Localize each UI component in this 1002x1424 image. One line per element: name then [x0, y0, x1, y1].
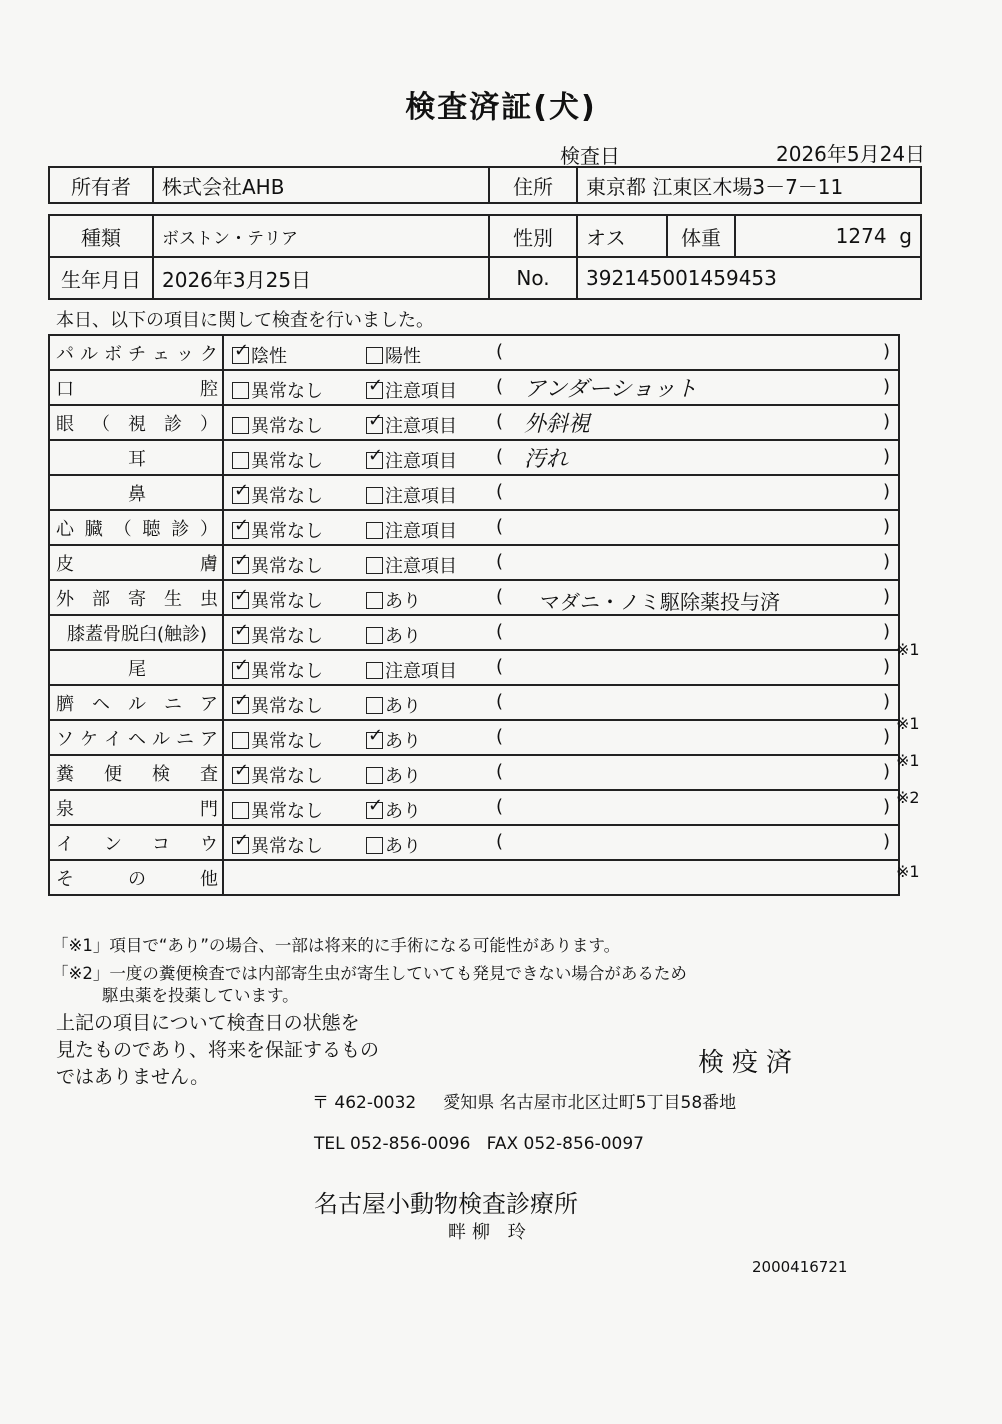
paren-close: )	[882, 796, 890, 817]
checkbox[interactable]	[366, 697, 383, 714]
item-name-cell	[49, 650, 223, 685]
exam-date-label: 検査日	[560, 144, 620, 168]
checkbox[interactable]	[366, 767, 383, 784]
option-1-label: 異常なし	[251, 766, 323, 787]
item-name: 尾	[128, 658, 146, 680]
paren-close: )	[882, 586, 890, 607]
paren-open: (	[496, 376, 504, 397]
quarantine-stamp: 検疫済	[698, 1048, 801, 1078]
item-name-cell	[49, 475, 223, 510]
option-2	[366, 657, 457, 683]
exam-row	[49, 790, 899, 825]
option-1	[232, 727, 323, 753]
checkbox[interactable]	[232, 592, 249, 609]
weight-label: 体重	[667, 215, 735, 257]
address-label: 住所	[489, 167, 577, 203]
weight-unit: g	[899, 224, 912, 248]
item-result-cell	[223, 545, 899, 580]
exam-date: 2026年5月24日	[776, 142, 926, 166]
footnote-2: 「※2」一度の糞便検査では内部寄生虫が寄生していても発見できない場合があるため	[52, 964, 687, 983]
item-result-cell	[223, 510, 899, 545]
clinic-address: 愛知県 名古屋市北区辻町5丁目58番地	[443, 1093, 737, 1113]
paren-close: )	[882, 761, 890, 782]
footnote-mark: ※1	[896, 640, 920, 659]
checkbox[interactable]	[366, 592, 383, 609]
option-1-label: 異常なし	[251, 696, 323, 717]
option-2	[366, 727, 421, 753]
option-1-label: 陰性	[251, 346, 287, 367]
disclaimer-line-1: 上記の項目について検査日の状態を	[56, 1012, 360, 1034]
option-2	[366, 762, 421, 788]
document-title: 検査済証(犬)	[405, 90, 597, 125]
exam-row	[49, 580, 899, 615]
birth-value: 2026年3月25日	[153, 257, 489, 299]
vet-name: 畔柳 玲	[448, 1222, 532, 1243]
item-result-cell	[223, 720, 899, 755]
clinic-name: 名古屋小動物検査診療所	[314, 1190, 578, 1218]
item-name: パ ル ボ チ ェ ッ ク	[56, 343, 218, 365]
exam-items-table	[48, 334, 900, 896]
owner-table	[48, 166, 922, 204]
option-2-label: 注意項目	[385, 661, 457, 682]
item-note: 汚れ	[524, 447, 569, 472]
option-2	[366, 692, 421, 718]
footnote-mark: ※1	[896, 862, 920, 881]
fax: FAX 052-856-0097	[486, 1134, 644, 1154]
checkbox[interactable]	[366, 557, 383, 574]
item-result-cell	[223, 615, 899, 650]
checkbox[interactable]	[232, 557, 249, 574]
pet-table	[48, 214, 922, 300]
option-1-label: 異常なし	[251, 801, 323, 822]
option-2-label: 注意項目	[385, 416, 457, 437]
checkbox[interactable]	[366, 627, 383, 644]
item-name-cell	[49, 685, 223, 720]
paren-close: )	[882, 516, 890, 537]
paren-open: (	[496, 341, 504, 362]
item-note: 外斜視	[524, 412, 591, 437]
item-name: 膝蓋骨脱臼(触診)	[66, 623, 208, 645]
other-value-cell	[223, 860, 899, 895]
weight-cell	[735, 215, 921, 257]
option-1	[232, 797, 323, 823]
exam-row	[49, 650, 899, 685]
paren-open: (	[496, 586, 504, 607]
paren-open: (	[496, 726, 504, 747]
option-2	[366, 377, 457, 403]
option-2-label: あり	[385, 591, 421, 612]
intro-text: 本日、以下の項目に関して検査を行いました。	[56, 310, 434, 331]
paren-close: )	[882, 691, 890, 712]
option-2-label: 陽性	[385, 346, 421, 367]
option-1	[232, 692, 323, 718]
option-1-label: 異常なし	[251, 731, 323, 752]
option-1	[232, 412, 323, 438]
paren-close: )	[882, 656, 890, 677]
birth-label: 生年月日	[49, 257, 153, 299]
option-1	[232, 342, 287, 368]
breed-value: ボストン・テリア	[153, 215, 489, 257]
option-2-label: 注意項目	[385, 521, 457, 542]
option-1-label: 異常なし	[251, 521, 323, 542]
exam-row	[49, 825, 899, 860]
paren-close: )	[882, 411, 890, 432]
other-label: そ の 他	[56, 868, 218, 890]
checkbox[interactable]	[232, 802, 249, 819]
checkbox[interactable]	[232, 452, 249, 469]
checkbox[interactable]	[232, 347, 249, 364]
item-name-cell	[49, 370, 223, 405]
checkbox[interactable]	[366, 522, 383, 539]
item-result-cell	[223, 440, 899, 475]
item-name: 口 腔	[56, 378, 218, 400]
paren-open: (	[496, 761, 504, 782]
item-name-cell	[49, 720, 223, 755]
option-2	[366, 342, 421, 368]
option-2	[366, 587, 421, 613]
exam-row	[49, 440, 899, 475]
address-value: 東京都 江東区木場3－7－11	[577, 167, 921, 203]
exam-row-other	[49, 860, 899, 895]
checkbox[interactable]	[232, 487, 249, 504]
option-1-label: 異常なし	[251, 556, 323, 577]
checkbox[interactable]	[232, 662, 249, 679]
tel: TEL 052-856-0096	[314, 1134, 471, 1154]
paren-close: )	[882, 726, 890, 747]
option-2	[366, 412, 457, 438]
contact-line	[314, 1134, 644, 1154]
checkbox[interactable]	[366, 837, 383, 854]
option-1-label: 異常なし	[251, 381, 323, 402]
option-2-label: あり	[385, 696, 421, 717]
item-name-cell	[49, 790, 223, 825]
item-result-cell	[223, 475, 899, 510]
paren-open: (	[496, 481, 504, 502]
exam-row	[49, 510, 899, 545]
item-name-cell	[49, 440, 223, 475]
item-note: マダニ・ノミ駆除薬投与済	[540, 590, 780, 614]
exam-row	[49, 405, 899, 440]
item-name-cell	[49, 615, 223, 650]
exam-row	[49, 685, 899, 720]
item-result-cell	[223, 370, 899, 405]
disclaimer-line-2: 見たものであり、将来を保証するもの	[56, 1039, 380, 1061]
breed-label: 種類	[49, 215, 153, 257]
owner-value: 株式会社AHB	[153, 167, 489, 203]
option-2	[366, 447, 457, 473]
item-name: 鼻	[128, 483, 146, 505]
item-name: 耳	[128, 448, 146, 470]
option-1-label: 異常なし	[251, 486, 323, 507]
checkbox[interactable]	[366, 347, 383, 364]
option-2-label: 注意項目	[385, 381, 457, 402]
weight-value: 1274	[835, 224, 887, 248]
disclaimer	[56, 1010, 379, 1091]
paren-close: )	[882, 376, 890, 397]
item-result-cell	[223, 825, 899, 860]
checkbox[interactable]	[232, 627, 249, 644]
exam-row	[49, 335, 899, 370]
checkbox[interactable]	[366, 732, 383, 749]
other-label-cell	[49, 860, 223, 895]
item-note: アンダーショット	[524, 377, 698, 402]
paren-close: )	[882, 341, 890, 362]
option-2-label: 注意項目	[385, 556, 457, 577]
checkbox[interactable]	[232, 382, 249, 399]
option-1-label: 異常なし	[251, 451, 323, 472]
paren-close: )	[882, 481, 890, 502]
disclaimer-line-3: ではありません。	[56, 1066, 210, 1088]
option-2-label: あり	[385, 801, 421, 822]
paren-close: )	[882, 551, 890, 572]
footnote-1: 「※1」項目で“あり”の場合、一部は将来的に手術になる可能性があります。	[52, 936, 621, 955]
item-name: ソ ケ イ ヘ ル ニ ア	[56, 728, 218, 750]
footnote-mark: ※1	[896, 714, 920, 733]
checkbox[interactable]	[232, 732, 249, 749]
paren-open: (	[496, 831, 504, 852]
option-2	[366, 552, 457, 578]
clinic-address-line	[312, 1088, 736, 1113]
checkbox[interactable]	[232, 522, 249, 539]
serial-number: 2000416721	[752, 1258, 848, 1276]
item-name: 心 臓 （ 聴 診 ）	[56, 518, 218, 540]
option-1	[232, 377, 323, 403]
option-2	[366, 482, 457, 508]
option-1	[232, 482, 323, 508]
checkbox[interactable]	[232, 417, 249, 434]
checkbox[interactable]	[366, 382, 383, 399]
paren-open: (	[496, 691, 504, 712]
paren-open: (	[496, 656, 504, 677]
footnote-2-cont: 駆虫薬を投薬しています。	[102, 986, 299, 1005]
option-2-label: あり	[385, 766, 421, 787]
item-name: 臍 ヘ ル ニ ア	[56, 693, 218, 715]
option-1-label: 異常なし	[251, 836, 323, 857]
checkbox[interactable]	[232, 697, 249, 714]
paren-close: )	[882, 831, 890, 852]
paren-open: (	[496, 516, 504, 537]
paren-open: (	[496, 551, 504, 572]
item-result-cell	[223, 755, 899, 790]
item-result-cell	[223, 650, 899, 685]
item-name-cell	[49, 405, 223, 440]
exam-row	[49, 755, 899, 790]
item-result-cell	[223, 580, 899, 615]
item-name-cell	[49, 510, 223, 545]
option-2-label: あり	[385, 836, 421, 857]
exam-row	[49, 370, 899, 405]
option-1-label: 異常なし	[251, 416, 323, 437]
item-result-cell	[223, 790, 899, 825]
owner-label: 所有者	[49, 167, 153, 203]
paren-close: )	[882, 621, 890, 642]
item-name-cell	[49, 545, 223, 580]
item-name-cell	[49, 755, 223, 790]
item-name: 皮 膚	[56, 553, 218, 575]
exam-row	[49, 615, 899, 650]
option-1	[232, 832, 323, 858]
option-2-label: 注意項目	[385, 486, 457, 507]
option-2	[366, 797, 421, 823]
footnote-mark: ※2	[896, 788, 920, 807]
option-2	[366, 517, 457, 543]
option-1-label: 異常なし	[251, 661, 323, 682]
item-name-cell	[49, 335, 223, 370]
option-2-label: あり	[385, 626, 421, 647]
exam-row	[49, 720, 899, 755]
checkbox[interactable]	[366, 417, 383, 434]
option-1	[232, 622, 323, 648]
checkbox[interactable]	[232, 837, 249, 854]
checkbox[interactable]	[366, 802, 383, 819]
paren-open: (	[496, 621, 504, 642]
item-result-cell	[223, 335, 899, 370]
item-result-cell	[223, 685, 899, 720]
item-name: イ ン コ ウ	[56, 833, 218, 855]
paren-close: )	[882, 446, 890, 467]
option-2-label: あり	[385, 731, 421, 752]
item-name: 外 部 寄 生 虫	[56, 588, 218, 610]
footnote-mark: ※1	[896, 751, 920, 770]
checkbox[interactable]	[366, 487, 383, 504]
postal-code: 〒 462-0032	[312, 1093, 417, 1113]
exam-row	[49, 475, 899, 510]
checkbox[interactable]	[366, 662, 383, 679]
checkbox[interactable]	[366, 452, 383, 469]
item-name: 泉 門	[56, 798, 218, 820]
option-1-label: 異常なし	[251, 626, 323, 647]
item-name-cell	[49, 580, 223, 615]
option-1	[232, 657, 323, 683]
option-1	[232, 762, 323, 788]
item-name-cell	[49, 825, 223, 860]
item-name: 糞 便 検 査	[56, 763, 218, 785]
exam-row	[49, 545, 899, 580]
option-1	[232, 587, 323, 613]
sex-label: 性別	[489, 215, 577, 257]
option-2	[366, 622, 421, 648]
option-1	[232, 447, 323, 473]
paren-open: (	[496, 446, 504, 467]
item-name: 眼 （ 視 診 ）	[56, 413, 218, 435]
paren-open: (	[496, 796, 504, 817]
paren-open: (	[496, 411, 504, 432]
number-value: 392145001459453	[577, 257, 921, 299]
option-1	[232, 517, 323, 543]
option-1	[232, 552, 323, 578]
option-2	[366, 832, 421, 858]
number-label: No.	[489, 257, 577, 299]
checkbox[interactable]	[232, 767, 249, 784]
option-1-label: 異常なし	[251, 591, 323, 612]
sex-value: オス	[577, 215, 667, 257]
item-result-cell	[223, 405, 899, 440]
option-2-label: 注意項目	[385, 451, 457, 472]
